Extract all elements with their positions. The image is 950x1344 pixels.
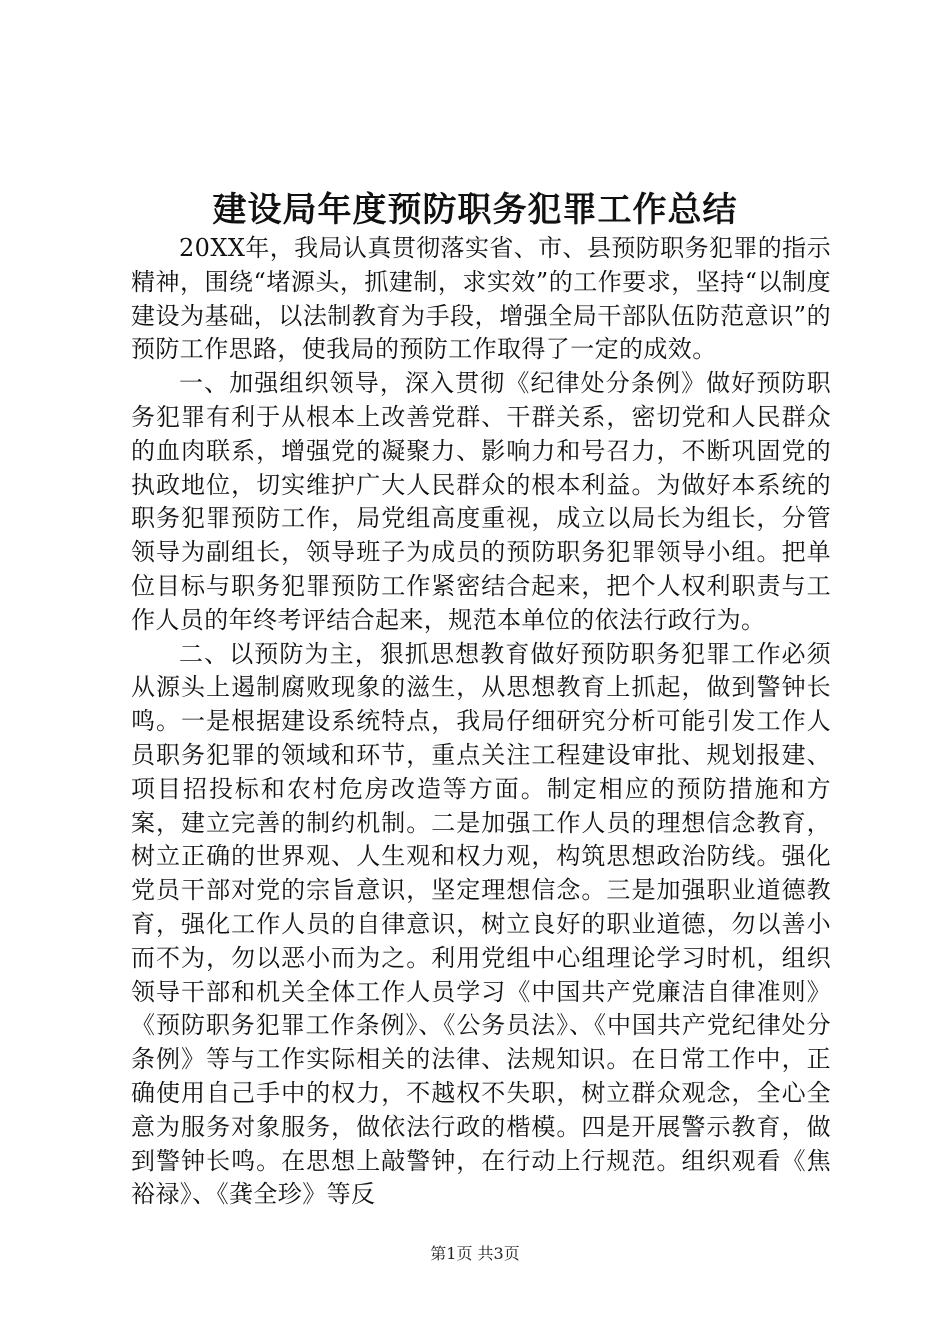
paragraph-intro: 20XX年，我局认真贯彻落实省、市、县预防职务犯罪的指示精神，围绕“堵源头，抓建制，求实效”的工作要求，坚持“以制度建设为基础，以法制教育为手段，增强全局干部队伍防范意识”的预防工作思路，使我局的预防工作取得了一定的成效。 [131, 234, 831, 364]
paragraph-section-2: 二、以预防为主，狠抓思想教育做好预防职务犯罪工作必须从源头上遏制腐败现象的滋生，从思想教育上抓起，做到警钟长鸣。一是根据建设系统特点，我局仔细研究分析可能引发工作人员职务犯罪的领域和环节，重点关注工程建设审批、规划报建、项目招投标和农村危房改造等方面。制定相应的预防措施和方案，建立完善的制约机制。二是加强工作人员的理想信念教育，树立正确的世界观、人生观和权力观，构筑思想政治防线。强化党员干部对党的宗旨意识，坚定理想信念。三是加强职业道德教育，强化工作人员的自律意识，树立良好的职业道德，勿以善小而不为，勿以恶小而为之。利用党组中心组理论学习时机，组织领导干部和机关全体工作人员学习《中国共产党廉洁自律准则》《预防职务犯罪工作条例》、《公务员法》、《中国共产党纪律处分条例》等与工作实际相关的法律、法规知识。在日常工作中，正确使用自己手中的权力，不越权不失职，树立群众观念，全心全意为服务对象服务，做依法行政的楷模。四是开展警示教育，做到警钟长鸣。在思想上敲警钟，在行动上行规范。组织观看《焦裕禄》、《龚全珍》等反 [131, 639, 831, 1209]
page-footer [0, 1243, 950, 1265]
paragraph-section-1: 一、加强组织领导，深入贯彻《纪律处分条例》做好预防职务犯罪有利于从根本上改善党群、干群关系，密切党和人民群众的血肉联系，增强党的凝聚力、影响力和号召力，不断巩固党的执政地位，切实维护广大人民群众的根本利益。为做好本系统的职务犯罪预防工作，局党组高度重视，成立以局长为组长，分管领导为副组长，领导班子为成员的预防职务犯罪领导小组。把单位目标与职务犯罪预防工作紧密结合起来，把个人权利职责与工作人员的年终考评结合起来，规范本单位的依法行政行为。 [131, 369, 831, 634]
page-number-indicator: 第1页 共3页 [430, 1244, 520, 1263]
document-body [131, 232, 831, 1212]
document-title: 建设局年度预防职务犯罪工作总结 [212, 190, 738, 230]
